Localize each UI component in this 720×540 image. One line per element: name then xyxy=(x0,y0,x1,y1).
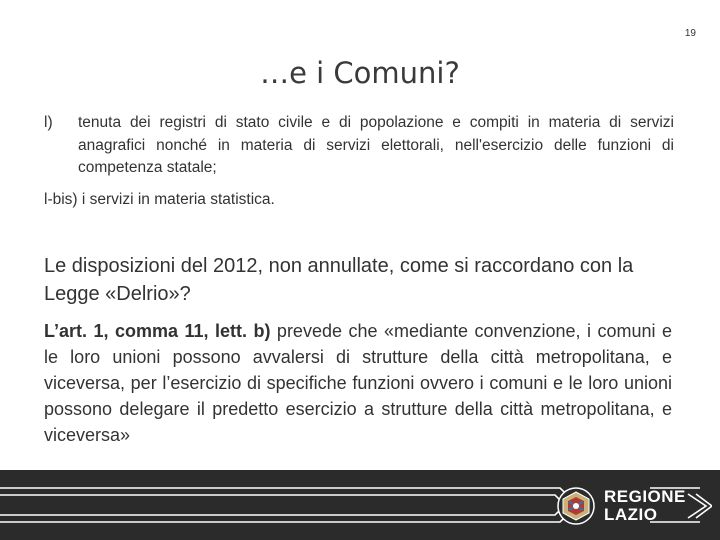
article-reference: L’art. 1, comma 11, lett. b) xyxy=(44,321,271,341)
list-item-lbis: l-bis) i servizi in materia statistica. xyxy=(44,191,275,208)
article-paragraph xyxy=(44,318,672,448)
regione-lazio-logo xyxy=(556,484,712,528)
logo-arrow-graphic xyxy=(686,486,712,526)
slide-title: …e i Comuni? xyxy=(260,56,460,90)
page-number: 19 xyxy=(684,28,696,39)
list-item-label: l) xyxy=(44,114,53,131)
logo-line-2: LAZIO xyxy=(604,505,658,524)
footer-bar xyxy=(0,470,720,540)
list-item-text: tenuta dei registri di stato civile e di popolazione e compiti in materia di servizi anagrafici nonché in materia di servizi elettorali, nell'esercizio delle funzioni di competenza statale; xyxy=(78,114,674,176)
list-item-l xyxy=(44,112,674,180)
regione-lazio-emblem-icon xyxy=(556,486,596,526)
question-text: Le disposizioni del 2012, non annullate, come si raccordano con la Legge «Delrio»? xyxy=(44,255,634,305)
article-text: prevede che «mediante convenzione, i comuni e le loro unioni possono avvalersi di strutture della città metropolitana, e viceversa, per l’esercizio di specifiche funzioni ovvero i comuni e le loro unioni possono delegare il predetto esercizio a strutture della città metropolitana, e viceversa» xyxy=(44,321,673,445)
logo-text xyxy=(604,488,686,524)
logo-line-1: REGIONE xyxy=(604,487,686,506)
